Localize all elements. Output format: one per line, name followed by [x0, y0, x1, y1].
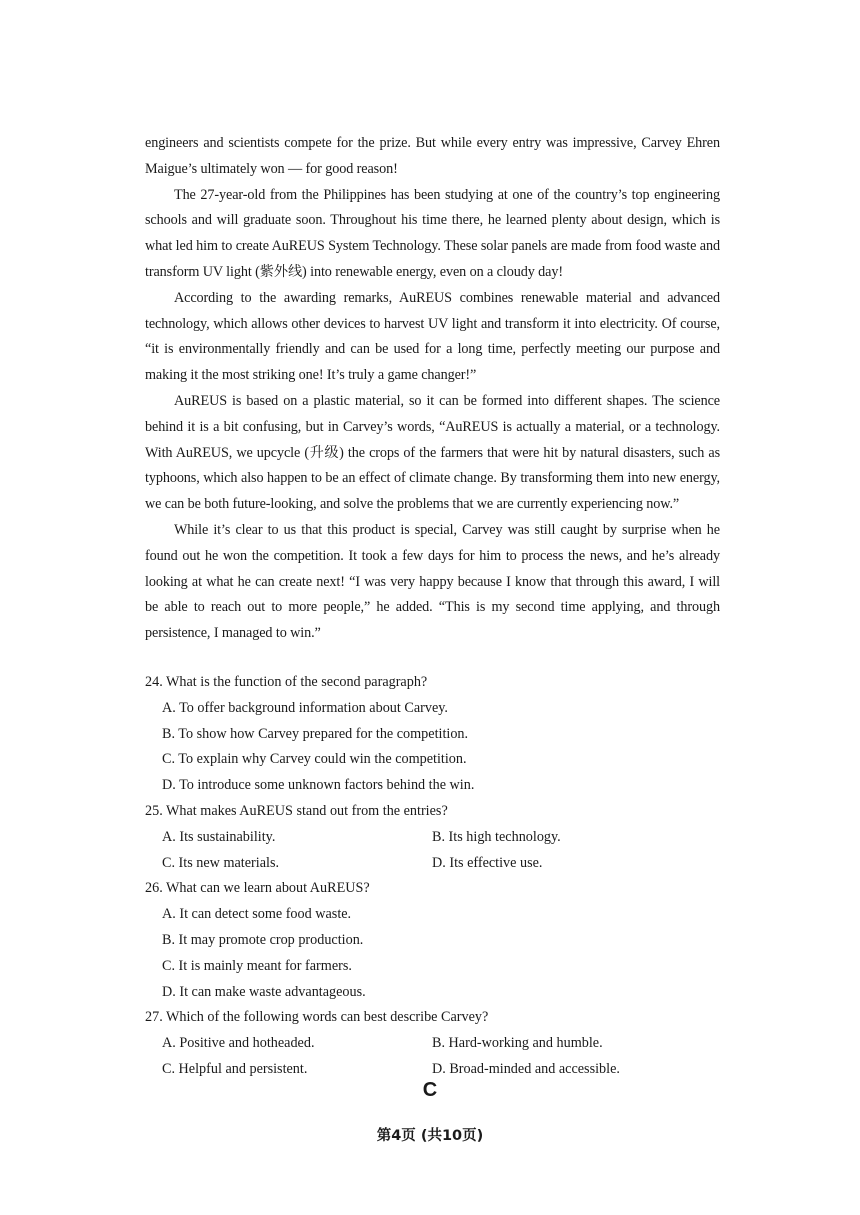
question-27-stem: 27. Which of the following words can best describe Carvey? [145, 1009, 489, 1026]
question-26-stem: 26. What can we learn about AuREUS? [145, 880, 370, 897]
page-number-footer: 第4页 (共10页) [376, 1128, 484, 1144]
passage-paragraph-2: The 27-year-old from the Philippines has been studying at one of the country’s top engineering schools and will graduate soon. Throughout his time there, he learned plenty about design, which is what led him to create AuREUS System Technology. These solar panels are made from food waste and transform UV light (紫外线) into renewable energy, even on a cloudy day! [145, 186, 720, 280]
passage-paragraph-4: AuREUS is based on a plastic material, so it can be formed into different shapes. The science behind it is a bit confusing, but in Carvey’s words, “AuREUS is actually a material, or a technology. With AuREUS, we upcycle (升级) the crops of the farmers that were hit by natural disasters, such as typhoons, which also happen to be an effect of climate change. By transforming them into new energy, we can be both future-looking, and solve the problems that we are currently experiencing now.” [145, 392, 720, 513]
question-27-option-a: A. Positive and hotheaded. [162, 1035, 315, 1052]
question-24-option-a: A. To offer background information about Carvey. [162, 699, 448, 716]
question-26-option-c: C. It is mainly meant for farmers. [162, 957, 352, 974]
reading-passage [145, 131, 720, 647]
question-27-option-b: B. Hard-working and humble. [432, 1035, 603, 1052]
question-27-option-d: D. Broad-minded and accessible. [432, 1060, 620, 1077]
passage-paragraph-1: engineers and scientists compete for the prize. But while every entry was impressive, Carvey Ehren Maigue’s ultimately won — for good reason! [145, 135, 720, 177]
question-24-stem: 24. What is the function of the second paragraph? [145, 674, 428, 690]
question-27-options-row-1 [162, 1031, 720, 1057]
question-24-option-d: D. To introduce some unknown factors behind the win. [162, 777, 475, 794]
passage-paragraph-5: While it’s clear to us that this product is special, Carvey was still caught by surprise when he found out he won the competition. It took a few days for him to process the news, and he’s already looking at what he can create next! “I was very happy because I know that through this award, I will be able to reach out to more people,” he added. “This is my second time applying, and through persistence, I managed to win.” [145, 521, 720, 642]
question-25-option-a: A. Its sustainability. [162, 828, 276, 845]
question-26-option-d: D. It can make waste advantageous. [162, 983, 366, 1000]
question-25-option-d: D. Its effective use. [432, 854, 543, 871]
question-24-option-b: B. To show how Carvey prepared for the competition. [162, 725, 469, 742]
question-25-option-b: B. Its high technology. [432, 828, 561, 845]
question-25-stem: 25. What makes AuREUS stand out from the entries? [145, 802, 448, 819]
question-24-option-c: C. To explain why Carvey could win the competition. [162, 751, 467, 768]
question-list [145, 670, 720, 1083]
passage-paragraph-3: According to the awarding remarks, AuREUS combines renewable material and advanced technology, which allows other devices to harvest UV light and transform it into electricity. Of course, “it is environmentally friendly and can be used for a long time, perfectly meeting our purpose and making it the most striking one! It’s truly a game changer!” [145, 289, 720, 384]
question-26-option-a: A. It can detect some food waste. [162, 906, 352, 923]
question-25-options-row-2 [162, 851, 720, 877]
question-25-option-c: C. Its new materials. [162, 854, 280, 871]
section-heading-c: C [422, 1079, 438, 1101]
question-25-options-row-1 [162, 825, 720, 851]
question-26-option-b: B. It may promote crop production. [162, 931, 364, 948]
question-27-option-c: C. Helpful and persistent. [162, 1060, 308, 1077]
